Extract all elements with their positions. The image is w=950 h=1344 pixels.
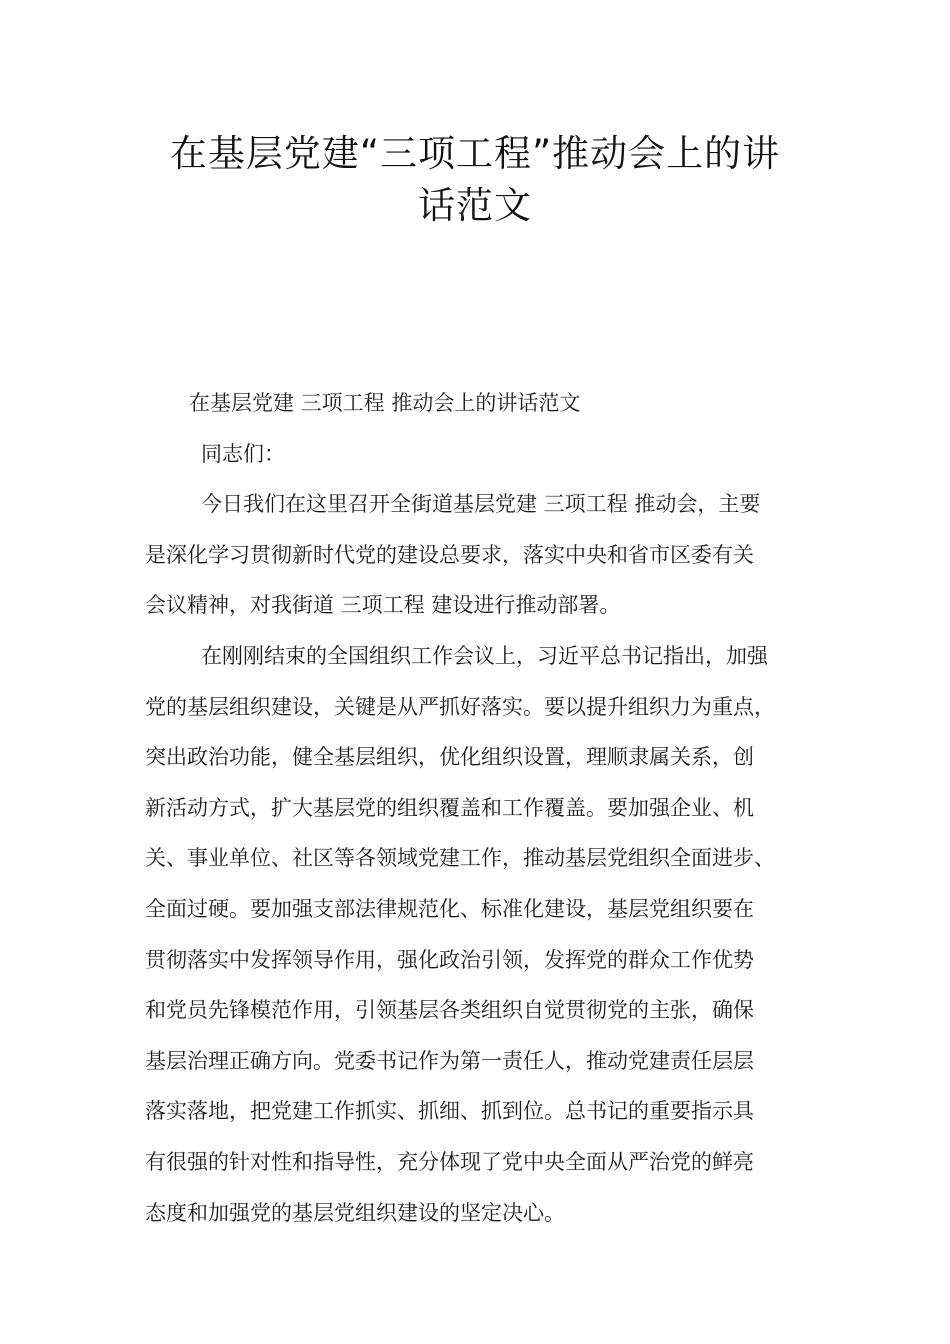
paragraph-line: 会议精神，对我街道 三项工程 建设进行推动部署。	[145, 593, 621, 618]
paragraph-line: 落实落地，把党建工作抓实、抓细、抓到位。总书记的重要指示具	[145, 1099, 754, 1124]
paragraph-line: 在刚刚结束的全国组织工作会议上，习近平总书记指出，加强	[201, 643, 768, 668]
paragraph-line: 全面过硬。要加强支部法律规范化、标准化建设，基层党组织要在	[145, 896, 754, 921]
paragraph-line: 和党员先锋模范作用，引领基层各类组织自觉贯彻党的主张，确保	[145, 998, 754, 1023]
paragraph-line: 基层治理正确方向。党委书记作为第一责任人，推动党建责任层层	[145, 1048, 754, 1073]
title-line-2: 话范文	[418, 184, 532, 227]
document-body	[145, 378, 825, 1238]
paragraph-line: 态度和加强党的基层党组织建设的坚定决心。	[145, 1200, 565, 1225]
paragraph-line: 是深化学习贯彻新时代党的建设总要求，落实中央和省市区委有关	[145, 542, 754, 567]
paragraph-line: 关、事业单位、社区等各领域党建工作，推动基层党组织全面进步、	[145, 846, 775, 871]
document-subtitle: 在基层党建 三项工程 推动会上的讲话范文	[189, 391, 581, 415]
paragraph-2	[145, 631, 825, 1238]
salutation: 同志们：	[201, 441, 285, 466]
paragraph-line: 有很强的针对性和指导性，充分体现了党中央全面从严治党的鲜亮	[145, 1149, 754, 1174]
title-line-1: 在基层党建“三项工程”推动会上的讲	[169, 132, 781, 175]
paragraph-line: 党的基层组织建设，关键是从严抓好落实。要以提升组织力为重点，	[145, 694, 775, 719]
document-title	[110, 128, 840, 232]
paragraph-line: 贯彻落实中发挥领导作用，强化政治引领，发挥党的群众工作优势	[145, 947, 754, 972]
paragraph-line: 突出政治功能，健全基层组织，优化组织设置，理顺隶属关系，创	[145, 745, 754, 770]
paragraph-line: 今日我们在这里召开全街道基层党建 三项工程 推动会，主要	[201, 492, 761, 517]
paragraph-line: 新活动方式，扩大基层党的组织覆盖和工作覆盖。要加强企业、机	[145, 795, 754, 820]
paragraph-1	[145, 479, 825, 631]
